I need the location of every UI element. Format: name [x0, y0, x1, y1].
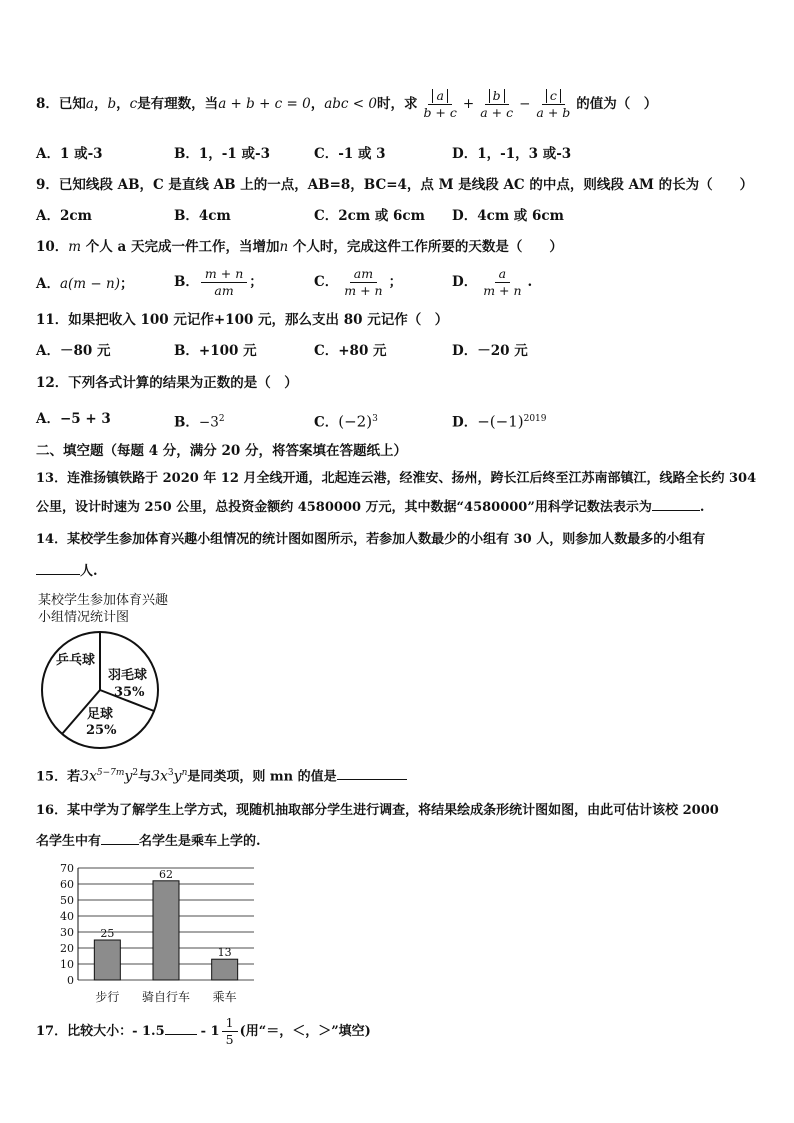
q8-option-d: D．1，-1，3 或-3	[452, 146, 572, 162]
y-tick-label: 20	[60, 942, 74, 955]
y-tick-label: 50	[60, 894, 74, 907]
q15-term-2-exp: 3	[167, 768, 174, 778]
q10-option-a-expr: a(m − n)	[59, 276, 120, 292]
q12-option-b-label: B．	[174, 414, 199, 431]
q10-number: 10．	[36, 239, 69, 255]
q8-fraction-3	[532, 88, 574, 121]
q10-option-b-fraction	[201, 266, 247, 299]
q8-sep: ，	[116, 96, 130, 112]
q10-option-d	[452, 266, 532, 299]
q8-f3-den: a + b	[536, 105, 571, 120]
q14-line-1: 14．某校学生参加体育兴趣小组情况的统计图如图所示，若参加人数最少的小组有 30 人，则参加人数最多的小组有	[36, 532, 706, 547]
q12-option-d	[452, 410, 547, 432]
q10-option-d-den: m + n	[483, 283, 522, 298]
q12-option-d-label: D．	[452, 414, 478, 431]
q12-option-c-label: C．	[314, 414, 339, 431]
q10-var-n: n	[279, 239, 289, 255]
q17-frac-den: 5	[225, 1032, 234, 1047]
q17-right-int: - 1	[200, 1024, 220, 1039]
q8-f2-num: b	[489, 89, 505, 103]
q8-lead: 已知	[58, 96, 86, 112]
q10-text-1: 个人 a 天完成一件工作，当增加	[81, 239, 280, 255]
q12-option-d-base: −(−1)	[477, 412, 524, 431]
q9-option-b: B．4cm	[174, 208, 231, 224]
q17-answer-blank[interactable]	[165, 1034, 197, 1035]
pie-title-line-1: 某校学生参加体育兴趣	[38, 593, 169, 608]
q9-option-a: A．2cm	[36, 208, 92, 224]
q15-term-1-y: y	[124, 768, 133, 785]
q16-line-2-tail: 名学生是乘车上学的.	[139, 834, 261, 849]
q13-answer-blank[interactable]	[652, 510, 700, 511]
x-tick-label: 乘车	[212, 990, 237, 1004]
q8-var-b: b	[107, 96, 117, 112]
q17-tail: (用“＝，＜，＞”填空)	[239, 1024, 371, 1039]
q17-stem	[36, 1015, 371, 1048]
q8-option-a: A．1 或-3	[36, 146, 103, 162]
q8-f2-den: a + c	[480, 105, 514, 120]
q17-number: 17．比较大小：	[36, 1024, 133, 1039]
q17-frac-num: 1	[222, 1015, 238, 1032]
q8-option-b: B．1，-1 或-3	[174, 146, 270, 162]
q9-option-c: C．2cm 或 6cm	[314, 208, 425, 224]
q9-stem: 9．已知线段 AB，C 是直线 AB 上的一点，AB=8，BC=4，点 M 是线段 AC 的中点，则线段 AM 的长为（ ）	[36, 177, 754, 193]
bar-value-label: 25	[100, 927, 115, 940]
q12-option-b-base: −3	[198, 414, 219, 431]
q17-left-value: - 1.5	[132, 1024, 165, 1039]
q11-option-c: C．+80 元	[314, 343, 387, 359]
q10-option-a-label: A．	[36, 276, 60, 292]
q8-fraction-2	[476, 88, 517, 121]
q10-text-2: 个人时，完成这件工作所要的天数是（ ）	[288, 239, 563, 255]
q13-line-1: 13．连淮扬镇铁路于 2020 年 12 月全线开通，北起连云港，经淮安、扬州，跨长江后终至江苏南部镇江，线路全长约 304	[36, 471, 757, 486]
q10-option-c-fraction	[340, 266, 386, 299]
q13-line-2	[36, 499, 704, 517]
pie-pct-football: 25%	[86, 723, 117, 738]
q15-mid: 与	[138, 769, 152, 785]
x-tick-label: 骑自行车	[141, 990, 191, 1004]
q8-condition-1: a + b + c = 0	[218, 96, 311, 112]
q10-option-d-fraction	[479, 266, 525, 299]
pie-label-football: 足球	[87, 707, 114, 722]
q10-option-b-tail: ；	[249, 274, 263, 290]
q10-stem	[36, 238, 563, 256]
y-tick-label: 40	[60, 910, 74, 923]
q8-sep: ，	[310, 96, 325, 112]
q16-line-2	[36, 833, 261, 851]
q8-f1-num: a	[432, 89, 447, 103]
bar-value-label: 62	[159, 867, 173, 881]
q13-end: .	[699, 500, 705, 515]
q15-term-2-y: y	[173, 768, 182, 785]
q8-var-c: c	[129, 96, 138, 112]
q8-condition-2: abc < 0	[324, 96, 377, 112]
q8-tail: 的值为（ ）	[576, 96, 658, 112]
q8-fraction-1	[419, 88, 460, 121]
bar	[212, 959, 238, 980]
bar	[153, 881, 179, 980]
q10-option-a	[36, 275, 133, 293]
q16-line-2-head: 名学生中有	[36, 834, 102, 849]
q10-option-d-label: D．	[452, 274, 478, 290]
q8-line	[36, 88, 657, 121]
q15-term-1-exp: 5−7m	[96, 768, 125, 778]
q11-option-b: B．+100 元	[174, 343, 257, 359]
bar-value-label: 13	[217, 946, 232, 960]
q8-plus: +	[462, 96, 475, 112]
bar	[94, 940, 120, 980]
q10-option-c-num: am	[350, 266, 377, 283]
q8-sep: ，	[93, 96, 108, 112]
q12-option-b	[174, 410, 225, 432]
q10-option-b	[174, 266, 263, 299]
q10-option-b-den: am	[214, 283, 234, 298]
y-tick-label: 60	[60, 878, 74, 891]
q8-var-a: a	[85, 96, 94, 112]
q14-answer-blank[interactable]	[36, 574, 80, 575]
q10-option-c	[314, 266, 402, 299]
q14-line-2	[36, 563, 98, 581]
y-tick-label: 30	[60, 926, 74, 939]
q9-option-d: D．4cm 或 6cm	[452, 208, 564, 224]
q10-option-b-num: m + n	[201, 266, 247, 283]
q10-option-d-tail: .	[527, 274, 533, 290]
q15-answer-blank[interactable]	[337, 779, 407, 780]
y-tick-label: 0	[67, 974, 74, 987]
q13-line-2-text: 公里，设计时速为 250 公里，总投资金额约 4580000 万元，其中数据“4580000”用科学记数法表示为	[36, 500, 652, 515]
q16-answer-blank[interactable]	[101, 844, 139, 845]
q12-option-a: A．−5 + 3	[36, 411, 111, 427]
q8-number: 8．	[36, 96, 59, 112]
pie-pct-badminton: 35%	[114, 685, 145, 700]
q12-stem: 12．下列各式计算的结果为正数的是（ ）	[36, 375, 298, 391]
q15-tail: 是同类项，则 mn 的值是	[187, 769, 337, 785]
q10-var-m: m	[68, 239, 82, 255]
y-tick-label: 10	[60, 958, 74, 971]
q12-option-b-exp: 2	[218, 414, 225, 424]
q15-stem	[36, 764, 407, 786]
q15-number: 15．若	[36, 769, 81, 785]
q8-f3-num: c	[546, 89, 561, 103]
q11-option-d: D．－20 元	[452, 343, 528, 359]
y-tick-label: 70	[60, 862, 74, 875]
q11-stem: 11．如果把收入 100 元记作+100 元，那么支出 80 元记作（ ）	[36, 312, 449, 328]
q12-option-c	[314, 410, 378, 432]
q8-mid: 是有理数，当	[137, 96, 219, 112]
q15-term-1-yexp: 2	[132, 768, 139, 778]
q10-option-c-tail: ；	[388, 274, 403, 290]
q12-option-c-exp: 3	[372, 414, 378, 424]
x-tick-label: 步行	[95, 990, 120, 1004]
q11-option-a: A．－80 元	[36, 343, 111, 359]
q14-line-2-tail: 人.	[80, 564, 98, 579]
q15-term-1: 3x	[80, 768, 97, 785]
q12-option-c-base: (−2)	[338, 412, 373, 431]
pie-label-badminton: 羽毛球	[108, 668, 148, 683]
pie-label-pingpong: 乒乓球	[56, 653, 96, 668]
q15-term-2-yexp: n	[181, 768, 188, 778]
q17-right-fraction	[222, 1015, 238, 1048]
pie-title-line-2: 小组情况统计图	[38, 610, 130, 625]
q10-option-d-num: a	[495, 266, 510, 283]
q10-option-b-label: B．	[174, 274, 199, 290]
q12-option-d-exp: 2019	[523, 414, 547, 424]
q10-option-a-tail: ；	[119, 276, 134, 292]
q16-line-1: 16．某中学为了解学生上学方式，现随机抽取部分学生进行调查，将结果绘成条形统计图如图，由此可估计该校 2000	[36, 803, 719, 818]
q8-ask: 时，求	[376, 96, 418, 112]
q8-minus: −	[519, 96, 531, 112]
bar-chart	[44, 858, 274, 1008]
q8-option-c: C．-1 或 3	[314, 146, 386, 162]
section-2-heading: 二、填空题（每题 4 分，满分 20 分，将答案填在答题纸上）	[36, 443, 407, 459]
q10-option-c-den: m + n	[344, 283, 383, 298]
q15-term-2: 3x	[151, 768, 168, 785]
q10-option-c-label: C．	[314, 274, 339, 290]
q8-f1-den: b + c	[423, 105, 457, 120]
